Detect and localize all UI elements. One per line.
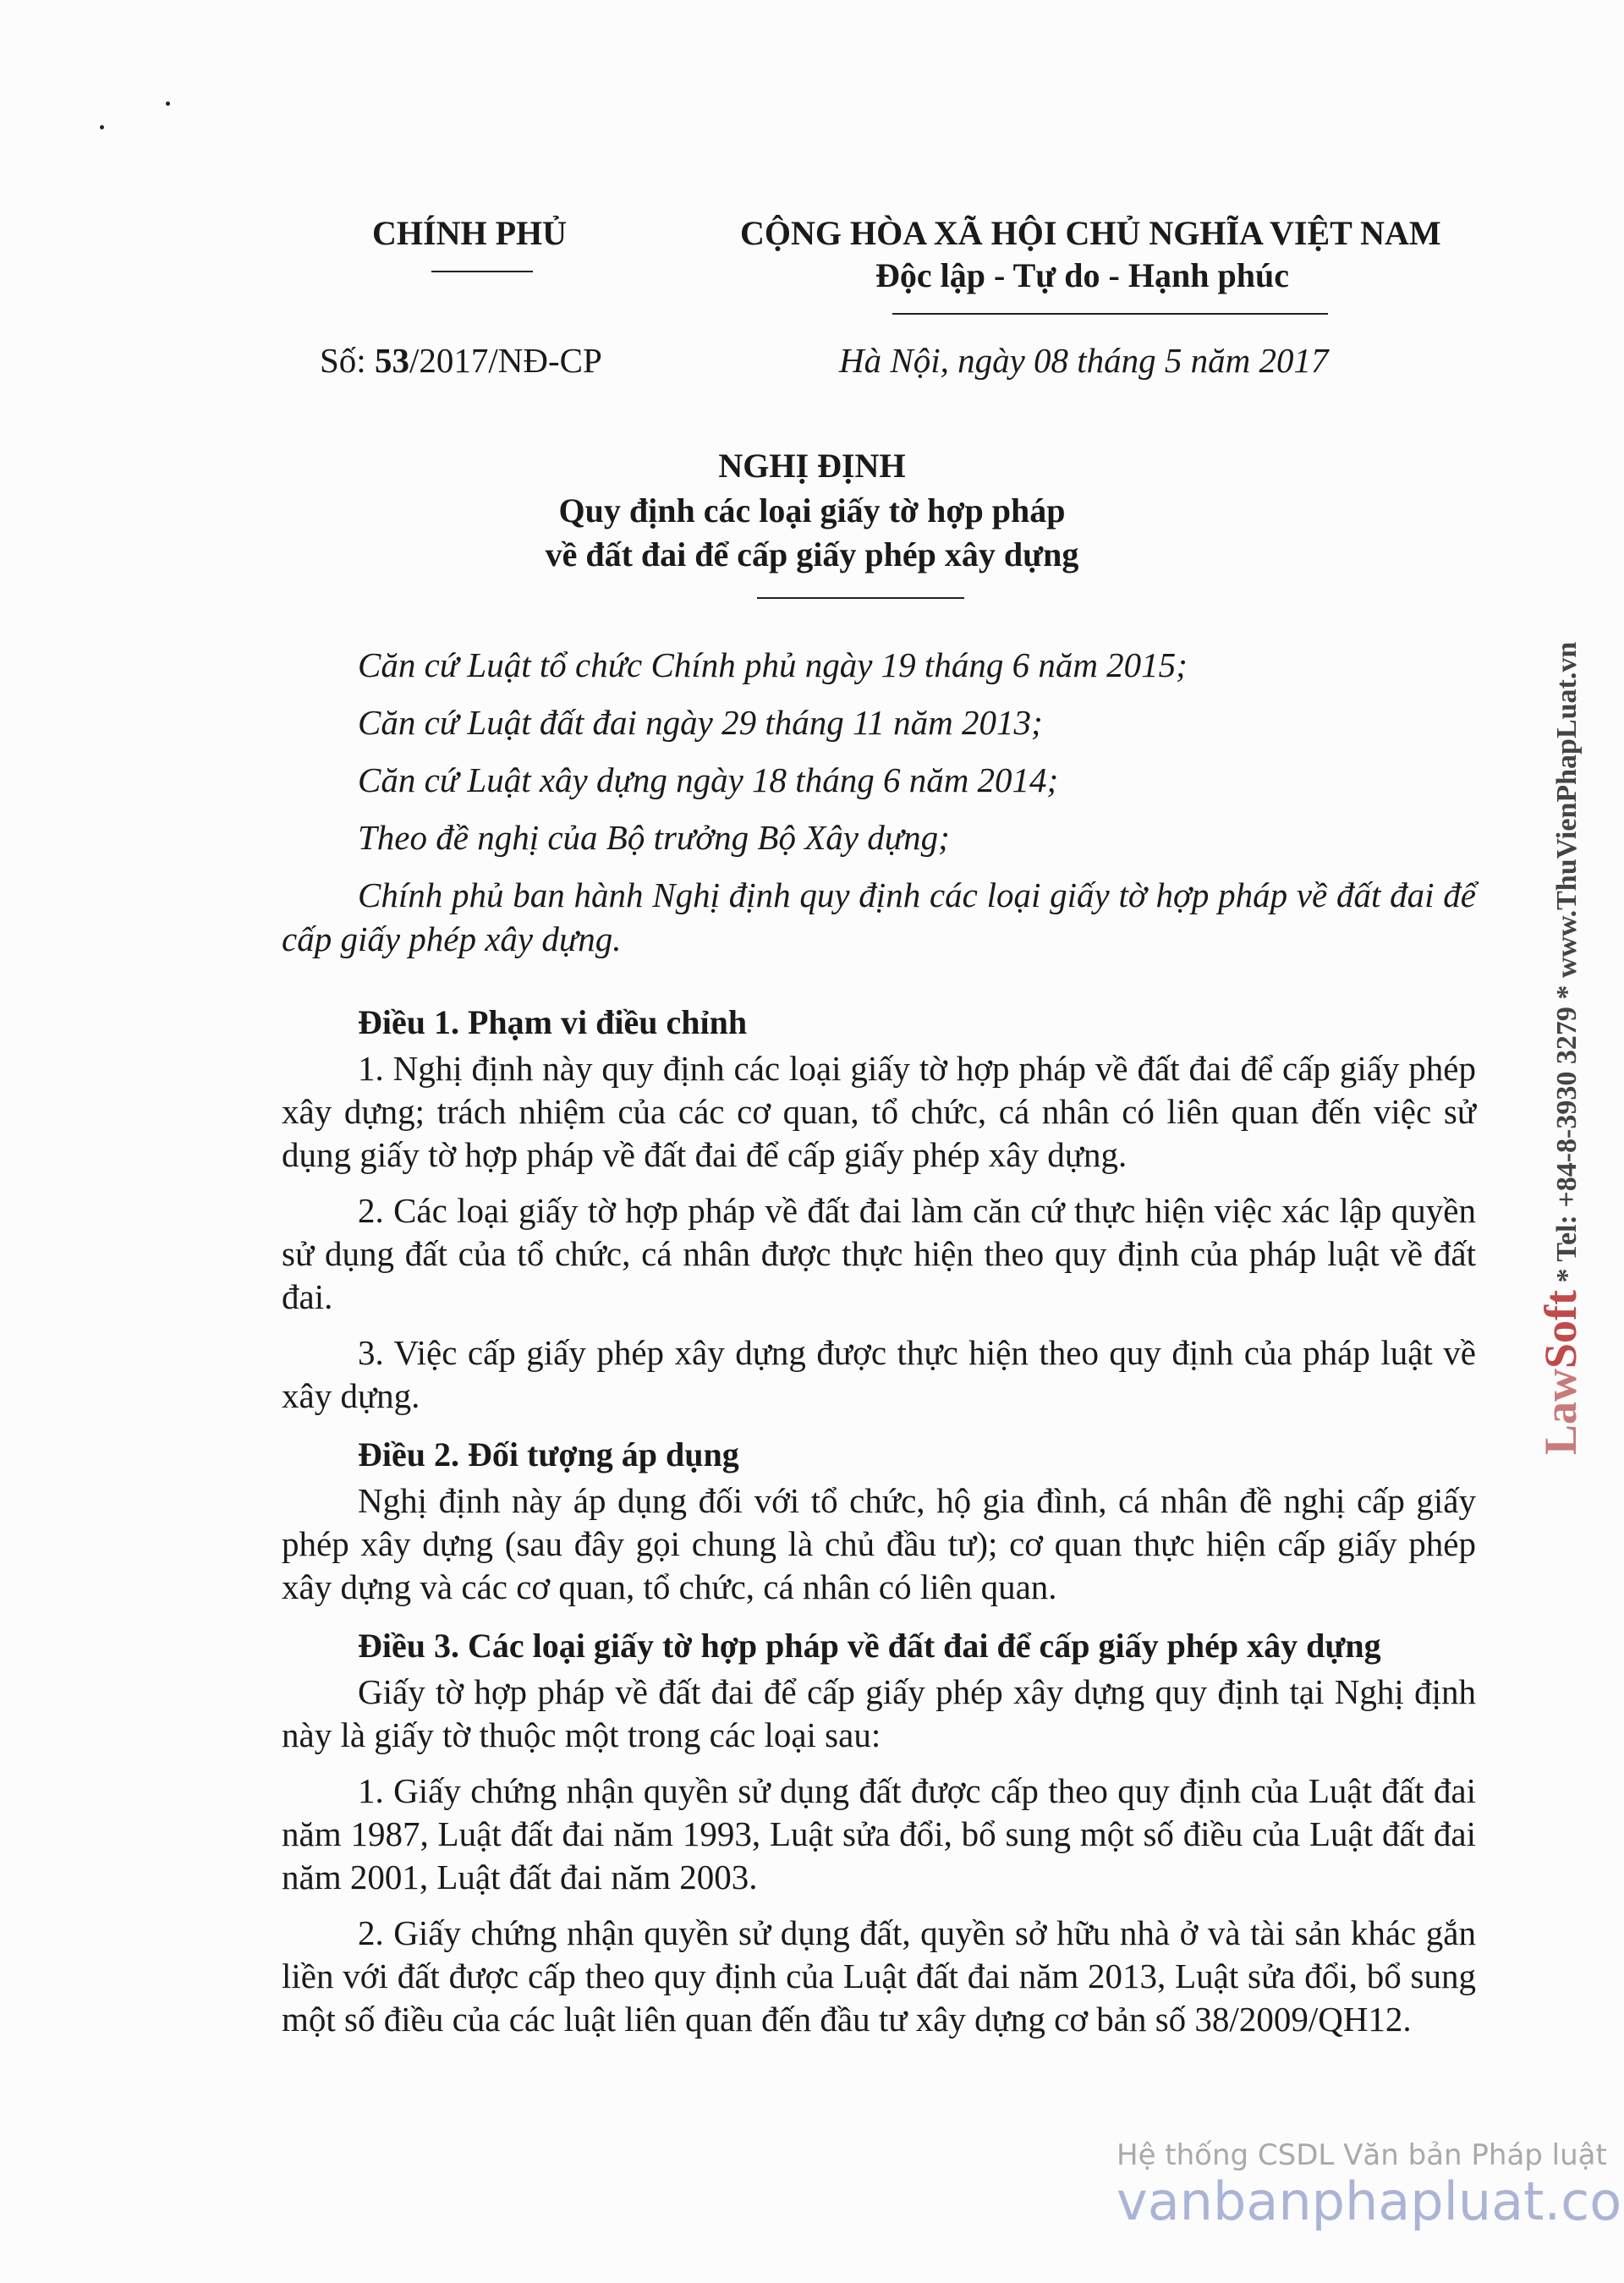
article-2-paragraph: Nghị định này áp dụng đối với tổ chức, hộ gia đình, cá nhân đề nghị cấp giấy phép xây dựng (sau đây gọi chung là chủ đầu tư); cơ quan thực hiện cấp giấy phép xây dựng và các cơ quan, tổ chức, cá nhân có liên quan.	[282, 1481, 1476, 1606]
number-suffix: /2017/NĐ-CP	[409, 341, 602, 380]
article-3-clause-1: 1. Giấy chứng nhận quyền sử dụng đất được cấp theo quy định của Luật đất đai năm 1987, Luật đất đai năm 1993, Luật sửa đổi, bổ sung một số điều của Luật đất đai năm 2001, Luật đất đai năm 2003.	[282, 1771, 1476, 1896]
lawsoft-sidebar	[1514, 524, 1586, 1472]
article-1-clause-1: 1. Nghị định này quy định các loại giấy tờ hợp pháp về đất đai để cấp giấy phép xây dựng; trách nhiệm của các cơ quan, tổ chức, cá nhân có liên quan đến việc sử dụng giấy tờ hợp pháp về đất đai để cấp giấy phép xây dựng.	[282, 1049, 1476, 1174]
motto: Độc lập - Tự do - Hạnh phúc	[875, 256, 1289, 294]
scan-speck	[166, 102, 170, 106]
logo-soft: Soft	[1535, 1289, 1586, 1369]
number-value: 53	[374, 341, 409, 380]
number-prefix: Số:	[320, 341, 375, 380]
article-1-heading: Điều 1. Phạm vi điều chỉnh	[358, 1003, 748, 1041]
watermark-caption: Hệ thống CSDL Văn bản Pháp luật	[1116, 2138, 1607, 2172]
title-rule	[757, 597, 964, 599]
article-3-intro: Giấy tờ hợp pháp về đất đai để cấp giấy phép xây dựng quy định tại Nghị định này là giấy tờ thuộc một trong các loại sau:	[282, 1672, 1476, 1754]
sidebar-text	[1535, 641, 1586, 1455]
watermark-site: vanbanphapluat.co	[1116, 2170, 1622, 2232]
scan-speck	[100, 125, 104, 129]
motto-rule	[892, 313, 1328, 315]
article-3-heading: Điều 3. Các loại giấy tờ hợp pháp về đất đai để cấp giấy phép xây dựng	[358, 1627, 1381, 1665]
document-body	[282, 985, 1476, 2054]
agency-name: CHÍNH PHỦ	[372, 214, 567, 252]
preamble-line: Căn cứ Luật tổ chức Chính phủ ngày 19 tháng 6 năm 2015;	[358, 645, 1188, 684]
article-1-clause-3: 3. Việc cấp giấy phép xây dựng được thực hiện theo quy định của pháp luật về xây dựng.	[282, 1333, 1476, 1415]
title-line-2: về đất đai để cấp giấy phép xây dựng	[545, 535, 1079, 573]
document-number	[320, 340, 602, 381]
country-name: CỘNG HÒA XÃ HỘI CHỦ NGHĨA VIỆT NAM	[740, 214, 1441, 252]
article-3-clause-2: 2. Giấy chứng nhận quyền sử dụng đất, quyền sở hữu nhà ở và tài sản khác gắn liền với đất được cấp theo quy định của Luật đất đai năm 2013, Luật sửa đổi, bổ sung một số điều của các luật liên quan đến đầu tư xây dựng cơ bản số 38/2009/QH12.	[282, 1913, 1476, 2039]
preamble-line: Theo đề nghị của Bộ trưởng Bộ Xây dựng;	[358, 818, 950, 857]
preamble-line: Căn cứ Luật xây dựng ngày 18 tháng 6 năm 2014;	[358, 760, 1059, 799]
place-date: Hà Nội, ngày 08 tháng 5 năm 2017	[839, 341, 1329, 380]
preamble-line: Căn cứ Luật đất đai ngày 29 tháng 11 năm 2013;	[358, 703, 1043, 742]
preamble-line: Chính phủ ban hành Nghị định quy định các loại giấy tờ hợp pháp về đất đai để cấp giấy phép xây dựng.	[282, 875, 1476, 958]
lawsoft-logo	[1535, 1290, 1586, 1455]
title-line-1: Quy định các loại giấy tờ hợp pháp	[558, 491, 1066, 530]
logo-law: Law	[1535, 1368, 1586, 1455]
article-2-heading: Điều 2. Đối tượng áp dụng	[358, 1435, 739, 1474]
sidebar-contact: * Tel: +84-8-3930 3279 * www.ThuVienPhapLuat.vn	[1551, 641, 1583, 1290]
document-type: NGHỊ ĐỊNH	[718, 447, 906, 485]
article-1-clause-2: 2. Các loại giấy tờ hợp pháp về đất đai làm căn cứ thực hiện việc xác lập quyền sử dụng đất của tổ chức, cá nhân được thực hiện theo quy định của pháp luật về đất đai.	[282, 1191, 1476, 1316]
agency-rule	[431, 271, 533, 272]
preamble	[282, 643, 1476, 974]
